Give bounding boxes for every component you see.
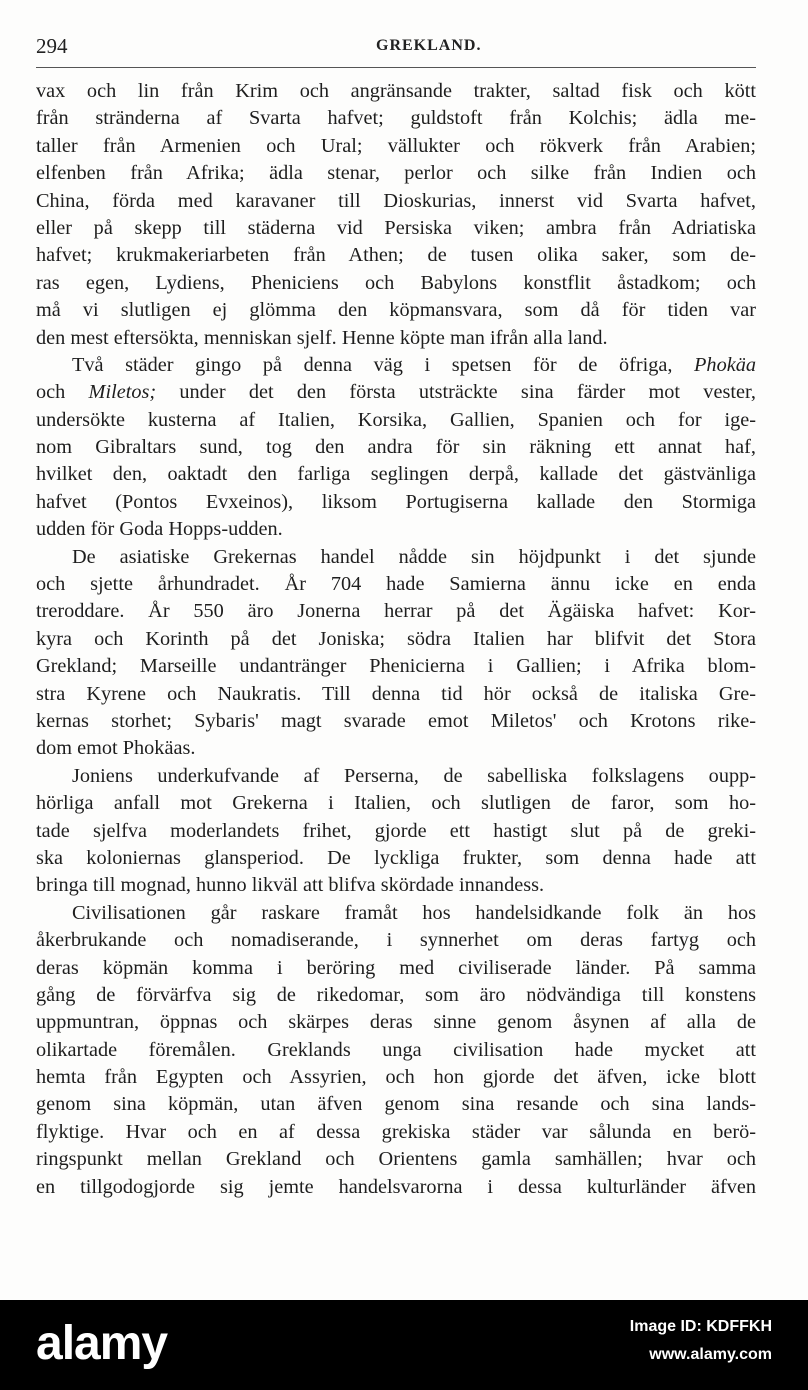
text-line: ringspunkt mellan Grekland och Orientens gamla samhällen; hvar och [36,1148,756,1171]
text-line: kyra och Korinth på det Joniska; södra Italien har blifvit det Stora [36,627,756,650]
text-line: undersökte kusterna af Italien, Korsika, Gallien, Spanien och for ige- [36,408,756,431]
text-line: uppmuntran, öppnas och skärpes deras sinne genom åsynen af alla de [36,1011,756,1034]
text-line: flyktige. Hvar och en af dessa grekiska städer var sålunda en berö- [36,1120,756,1143]
text-line: hafvet; krukmakeriarbeten från Athen; de tusen olika saker, som de- [36,244,756,267]
text-line: ras egen, Lydiens, Pheniciens och Babylons konstflit åstadkom; och [36,271,756,294]
text-line: genom sina köpmän, utan äfven genom sina resande och sina lands- [36,1093,756,1116]
text-line: åkerbrukande och nomadiserande, i synnerhet om deras fartyg och [36,929,756,952]
text-line: eller på skepp till städerna vid Persiska viken; ambra från Adriatiska [36,216,756,239]
text-line: Civilisationen går raskare framåt hos handelsidkande folk än hos [72,901,756,924]
text-line: stra Kyrene och Naukratis. Till denna tid hör också de italiska Gre- [36,682,756,705]
text-line: en tillgodogjorde sig jemte handelsvarorna i dessa kulturländer äfven [36,1175,756,1198]
text-line: Två städer gingo på denna väg i spetsen för de öfriga, Phokäa [72,353,756,376]
italic-place-name: Miletos; [88,381,157,404]
text-line: Joniens underkufvande af Perserna, de sabelliska folkslagens oupp- [72,764,756,787]
text-line: bringa till mognad, hunno likväl att blifva skördade innandess. [36,874,545,897]
text-line: deras köpmän komma i beröring med civiliserade länder. På samma [36,956,756,979]
text-line: må vi slutligen ej glömma den köpmansvara, som då för tiden var [36,299,756,322]
text-line: udden för Goda Hopps-udden. [36,518,283,541]
text-line: hemta från Egypten och Assyrien, och hon gjorde det äfven, icke blott [36,1066,756,1089]
body-text [36,78,756,1201]
header-rule [36,67,756,68]
text-line: dom emot Phokäas. [36,737,196,760]
text-line: hörliga anfall mot Grekerna i Italien, och slutligen de faror, som ho- [36,792,756,815]
text-line: nom Gibraltars sund, tog den andra för sin räkning ett annat haf, [36,436,756,459]
page-header [36,34,756,64]
text-line: den mest eftersökta, menniskan sjelf. Henne köpte man ifrån alla land. [36,326,608,349]
text-line: från stränderna af Svarta hafvet; guldstoft från Kolchis; ädla me- [36,107,756,130]
text-line: treroddare. År 550 äro Jonerna herrar på det Ägäiska hafvet: Kor- [36,600,756,623]
text-line: olikartade föremålen. Greklands unga civilisation hade mycket att [36,1038,756,1061]
text-line: hafvet (Pontos Evxeinos), liksom Portugiserna kallade den Stormiga [36,490,756,513]
text-line: De asiatiske Grekernas handel nådde sin höjdpunkt i det sjunde [72,545,756,568]
image-id-label: Image ID: KDFFKH [629,1318,772,1335]
text-line: kernas storhet; Sybaris' magt svarade emot Miletos' och Krotons rike- [36,709,756,732]
text-line: tade sjelfva moderlandets frihet, gjorde ett hastigt slut på de greki- [36,819,756,842]
text-line: och sjette århundradet. År 704 hade Samierna ännu icke en enda [36,573,756,596]
text-line: gång de förvärfva sig de rikedomar, som äro nödvändiga till konstens [36,983,756,1006]
page-number: 294 [36,34,68,58]
text-line: elfenben från Afrika; ädla stenar, perlor och silke från Indien och [36,162,756,185]
text-line: vax och lin från Krim och angränsande trakter, saltad fisk och kött [36,80,756,102]
text-line: och Miletos; under det den första utsträckte sina färder mot vester, [36,381,756,404]
text-line: China, förda med karavaner till Dioskurias, innerst vid Svarta hafvet, [36,189,756,212]
text-line: taller från Armenien och Ural; vällukter och rökverk från Arabien; [36,134,756,157]
site-url: www.alamy.com [649,1346,772,1363]
text-line: hvilket den, oaktadt den farliga seglingen derpå, kallade det gästvänliga [36,463,756,486]
alamy-logo: alamy [36,1317,168,1370]
italic-place-name: Phokäa [694,353,756,376]
text-line: Grekland; Marseille undantränger Phenicierna i Gallien; i Afrika blom- [36,655,756,678]
text-line: ska koloniernas glansperiod. De lyckliga frukter, som denna hade att [36,846,756,869]
running-head: GREKLAND. [376,37,482,54]
